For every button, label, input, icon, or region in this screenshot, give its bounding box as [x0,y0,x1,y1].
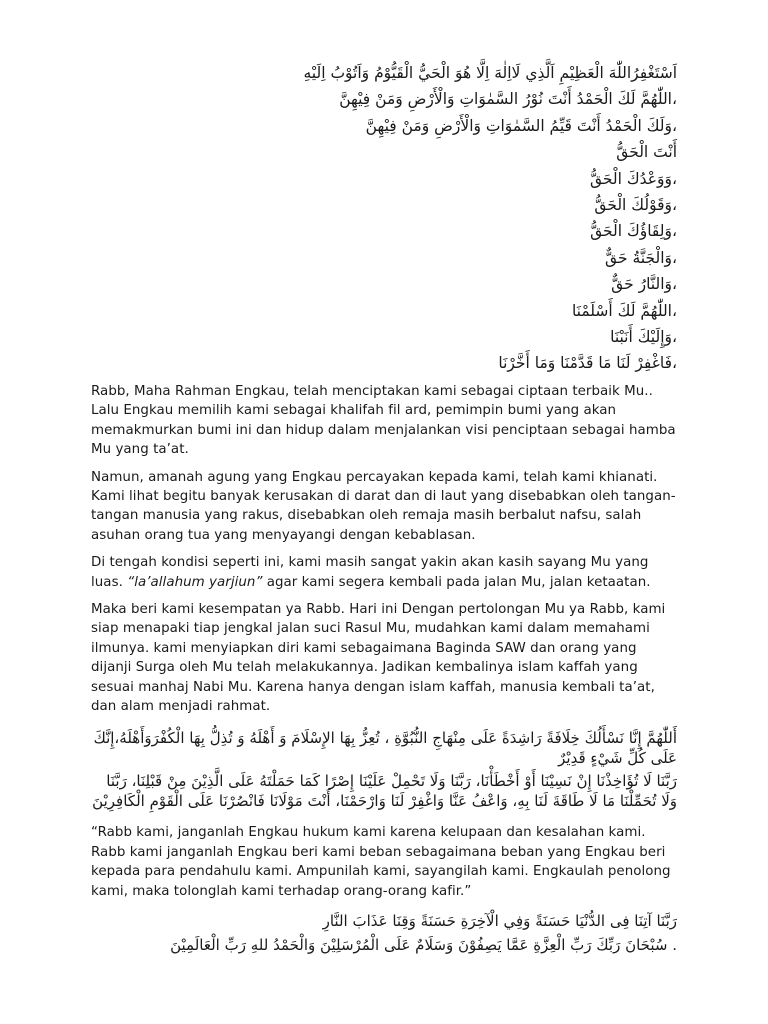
arabic-line: ،وَلِقَاؤُكَ الْحَقُّ [590,222,677,241]
paragraph-commitment: Maka beri kami kesempatan ya Rabb. Hari ini Dengan pertolongan Mu ya Rabb, kami siap menapaki tiap jengkal jalan suci Rasul Mu, mudahkan kami dalam memahami ilmunya. kami menyiapkan diri kami sebagaimana Baginda SAW dan orang yang dijanji Surga oleh Mu telah melakukannya. Jadikan kembalinya islam kaffah yang sesuai manhaj Nabi Mu. Karena hanya dengan islam kaffah, manusia kembali ta’at, dan alam menjadi rahmat. [91,601,666,714]
arabic-doa-baqarah: رَبَّنَا لَا تُؤَاخِذْنَا إِنْ نَسِيْنَا أَوْ أَخْطَأْنَا، رَبَّنَا وَلَا تَحْمِلْ عَلَيْنَا إِصْرًا كَمَا حَمَلْتَهُ عَلَى الَّذِيْنَ مِنْ قَبْلِنَا، رَبَّنَا وَلَا تُحَمِّلْنَا مَا لَا طَاقَةَ لَنَا بِهِ، وَاعْفُ عَنَّا وَاغْفِرْ لَنَا وَارْحَمْنَا، أَنْتَ مَوْلَانَا فَانْصُرْنَا عَلَى الْقَوْمِ الْكَافِرِيْنَ [92,772,677,811]
arabic-line: ،فَاغْفِرْ لَنَا مَا قَدَّمْنَا وَمَا أَخَّرْنَا [498,354,677,373]
arabic-line: اَسْتَغْفِرُاللّٰهَ الْعَظِيْمِ اَلَّذِي لَااِلٰهَ اِلَّا هُوَ الْحَيُّ الْقَيُّوْمُ وَاَتُوْبُ اِلَيْهِ [303,64,677,82]
paragraph-betrayal: Namun, amanah agung yang Engkau percayakan kepada kami, telah kami khianati. Kami lihat begitu banyak kerusakan di darat dan di laut yang disebabkan oleh tangan-tangan manusia yang rakus, disebabkan oleh remaja masih berbalut nafsu, salah asuhan orang tua yang menyayangi dengan kebablasan. [91,469,676,543]
arabic-line: ،اللّٰهُمَّ لَكَ الْحَمْدُ أَنْتَ نُوْرُ السَّمٰوَاتِ وَالْأَرْضِ وَمَنْ فِيْهِنَّ [339,90,677,109]
paragraph-creation: Rabb, Maha Rahman Engkau, telah menciptakan kami sebagai ciptaan terbaik Mu.. Lalu Engkau memilih kami sebagai khalifah fil ard, pemimpin bumi yang akan memakmurkan bumi ini dan hidup dalam menjalankan visi penciptaan sebagai hamba Mu yang ta’at. [91,383,676,458]
istighfar-block [91,60,677,377]
arabic-doa-khilafah: أَللّٰهُمَّ إِنَّا نَسْأَلُكَ خِلَافَةً رَاشِدَةً عَلَى مِنْهَاجِ النُّبُوَّةِ ، تُعِزُّ بِهَا الإِسْلَامَ وَ أَهْلَهُ وَ تُذِلُّ بِهَا الْكُفْرَوَأَهْلَهُ،إِنَّكَ عَلَى كُلِّ شَيْءٍ قَدِيْرٌ [93,729,677,768]
arabic-doa-closing-1: رَبَّنَا آتِنَا فِى الدُّنْيَا حَسَنَةً وَفِي الْآخِرَةِ حَسَنَةً وَقِنَا عَذَابَ النَّارِ [322,912,677,930]
arabic-line: ،وَالْجَنَّةُ حَقٌّ [605,248,677,267]
arabic-doa-closing-2: . سُبْحَانَ رَبِّكَ رَبِّ الْعِزَّةِ عَمَّا يَصِفُوْنَ وَسَلَامٌ عَلَى الْمُرْسَلِيْنَ وَالْحَمْدُ للهِ رَبِّ الْعَالَمِيْنَ [170,936,677,954]
paragraph-hope [91,553,677,592]
arabic-line: ،وَوَعْدُكَ الْحَقُّ [589,169,677,188]
arabic-line: ،وَلَكَ الْحَمْدُ أَنْتَ قَيِّمُ السَّمٰوَاتِ وَالْأَرْضِ وَمَنْ فِيْهِنَّ [365,116,677,135]
arabic-line: أَنْتَ الْحَقُّ [616,143,677,162]
arabic-line: ،وَقَوْلُكَ الْحَقُّ [594,196,677,215]
arabic-line: ،وَإِلَيْكَ أَنَبْنَا [610,328,677,347]
arabic-line: ،اللّٰهُمَّ لَكَ أَسْلَمْنَا [571,301,677,320]
paragraph-text: agar kami segera kembali pada jalan Mu, jalan ketaatan. [262,574,651,590]
paragraph-text: Di tengah kondisi seperti ini, kami masih sangat yakin akan kasih sayang Mu yang luas. [91,555,649,590]
paragraph-translation: “Rabb kami, janganlah Engkau hukum kami karena kelupaan dan kesalahan kami. Rabb kami janganlah Engkau beri kami beban sebagaimana beban yang Engkau beri kepada para pendahulu kami. Ampunilah kami, sayangilah kami. Engkaulah penolong kami, maka tolonglah kami terhadap orang-orang kafir.” [91,825,671,899]
quoted-phrase: “la’allahum yarjiun” [127,574,263,590]
arabic-line: ،وَالنَّارُ حَقٌّ [611,275,677,294]
